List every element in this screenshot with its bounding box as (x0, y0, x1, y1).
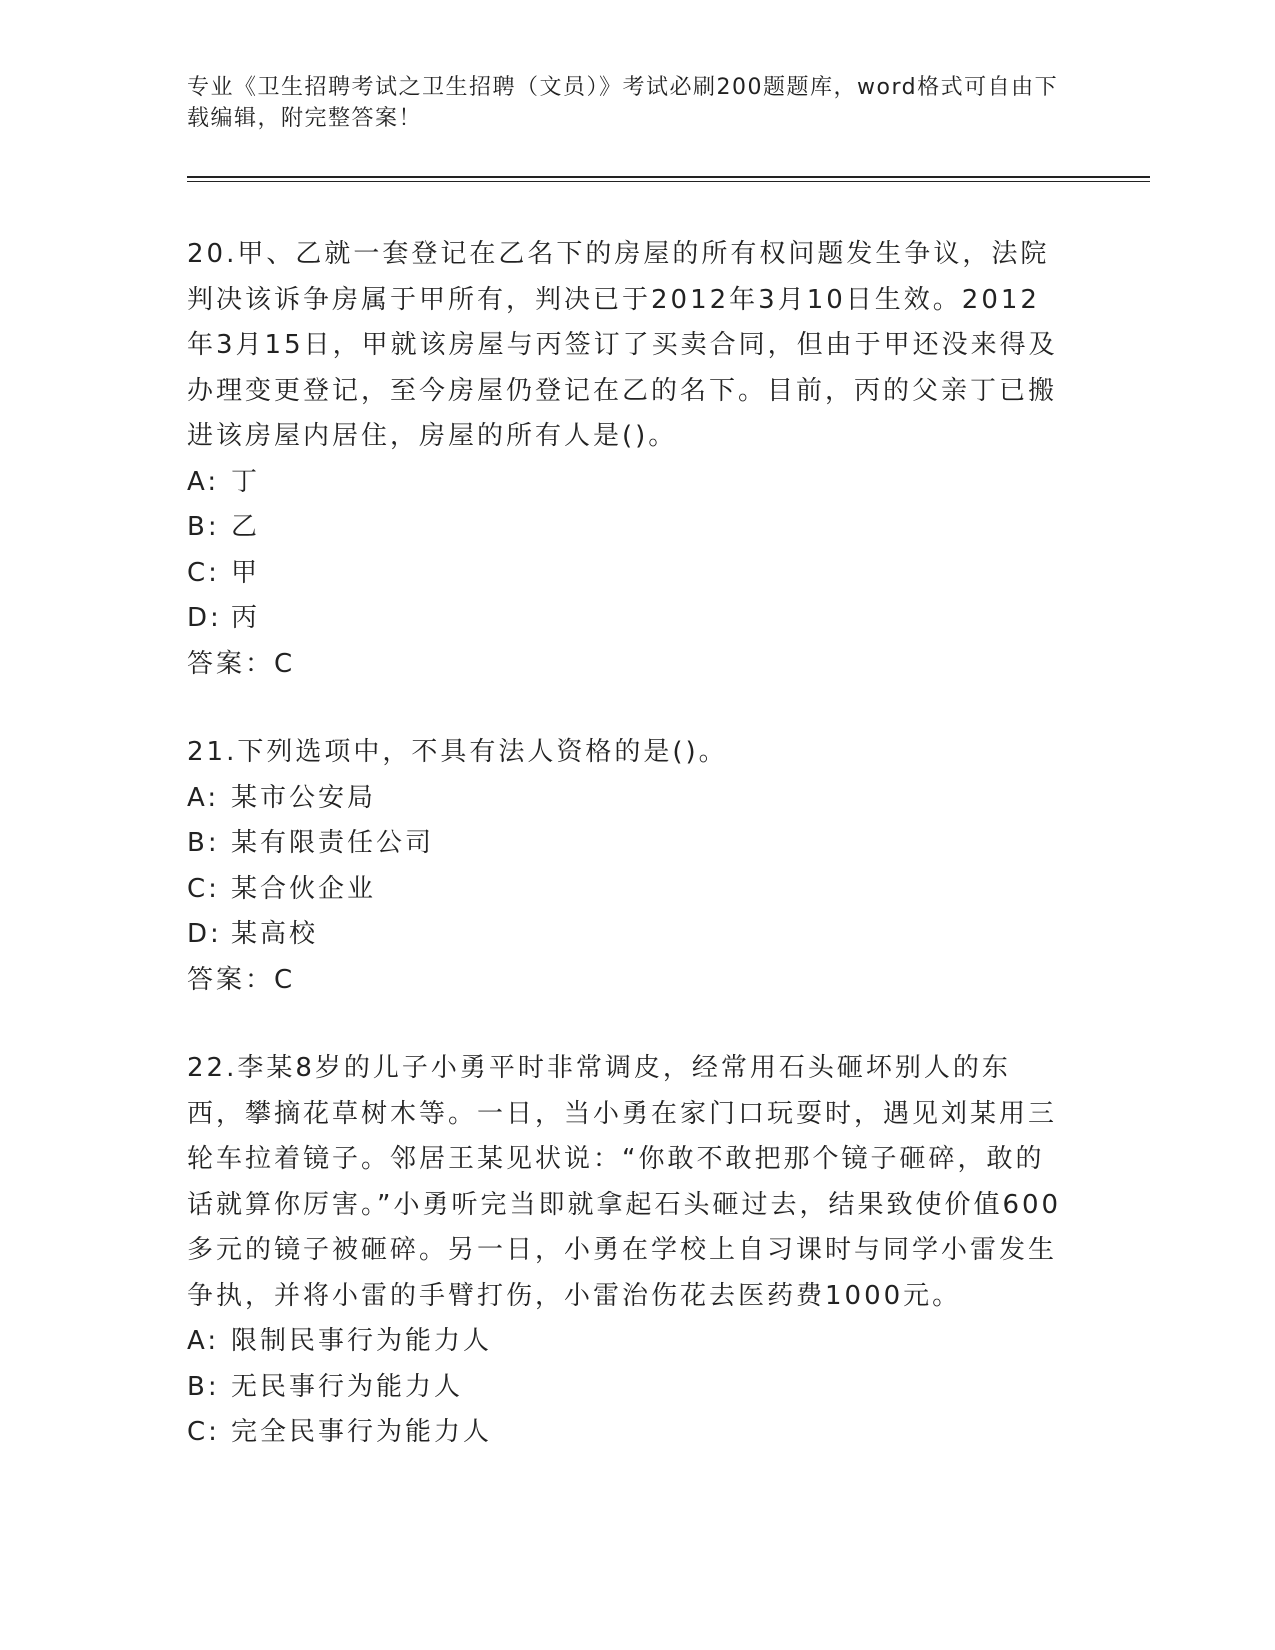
option-letter: C: (187, 1417, 220, 1447)
option-letter: A: (187, 782, 220, 813)
option-d (187, 912, 1087, 958)
header-divider-thin (187, 181, 1150, 182)
option-letter: A: (187, 1326, 220, 1356)
option-c (187, 551, 1087, 597)
option-letter: C: (187, 873, 220, 904)
option-a (187, 1319, 1087, 1365)
answer: 答案：C (187, 964, 296, 995)
question-text: 21.下列选项中，不具有法人资格的是()。 (187, 737, 728, 767)
option-d (187, 596, 1087, 642)
question-21 (187, 730, 1087, 1003)
option-b (187, 1365, 1087, 1411)
option-letter: B: (187, 828, 220, 858)
option-text: 无民事行为能力人 (231, 1371, 464, 1402)
option-letter: D: (187, 919, 222, 949)
option-text: 完全民事行为能力人 (231, 1417, 493, 1447)
option-letter: C: (187, 557, 220, 588)
option-text: 某合伙企业 (231, 873, 377, 904)
option-a (187, 776, 1087, 822)
question-20 (187, 232, 1087, 687)
option-text: 某高校 (231, 919, 319, 949)
option-text: 丁 (231, 466, 261, 497)
question-text: 22.李某8岁的儿子小勇平时非常调皮，经常用石头砸坏别人的东西，攀摘花草树木等。一日，当小勇在家门口玩耍时，遇见刘某用三轮车拉着镜子。邻居王某见状说：“你敢不敢把那个镜子砸碎，敢的话就算你厉害。”小勇听完当即就拿起石头砸过去，结果致使价值600多元的镜子被砸碎。另一日，小勇在学校上自习课时与同学小雷发生争执，并将小雷的手臂打伤，小雷治伤花去医药费1000元。 (187, 1053, 1062, 1311)
document-header: 专业《卫生招聘考试之卫生招聘（文员）》考试必刷200题题库，word格式可自由下载编辑，附完整答案！ (187, 75, 1059, 131)
question-22 (187, 1046, 1087, 1456)
option-letter: B: (187, 512, 220, 542)
option-c (187, 867, 1087, 913)
option-text: 限制民事行为能力人 (231, 1326, 493, 1356)
option-text: 甲 (231, 557, 261, 588)
option-letter: A: (187, 466, 220, 497)
option-b (187, 821, 1087, 867)
option-letter: B: (187, 1371, 220, 1402)
option-letter: D: (187, 603, 222, 633)
question-text: 20.甲、乙就一套登记在乙名下的房屋的所有权问题发生争议，法院判决该诉争房属于甲所有，判决已于2012年3月10日生效。2012年3月15日，甲就该房屋与丙签订了买卖合同，但由于甲还没来得及办理变更登记，至今房屋仍登记在乙的名下。目前，丙的父亲丁已搬进该房屋内居住，房屋的所有人是()。 (187, 239, 1058, 451)
option-text: 某有限责任公司 (231, 828, 435, 858)
option-text: 丙 (231, 603, 261, 633)
question-list (187, 232, 1087, 1499)
option-a (187, 460, 1087, 506)
header-divider (187, 176, 1150, 178)
option-text: 某市公安局 (231, 782, 377, 813)
answer: 答案：C (187, 648, 296, 679)
option-b (187, 505, 1087, 551)
option-c (187, 1410, 1087, 1456)
option-text: 乙 (231, 512, 261, 542)
